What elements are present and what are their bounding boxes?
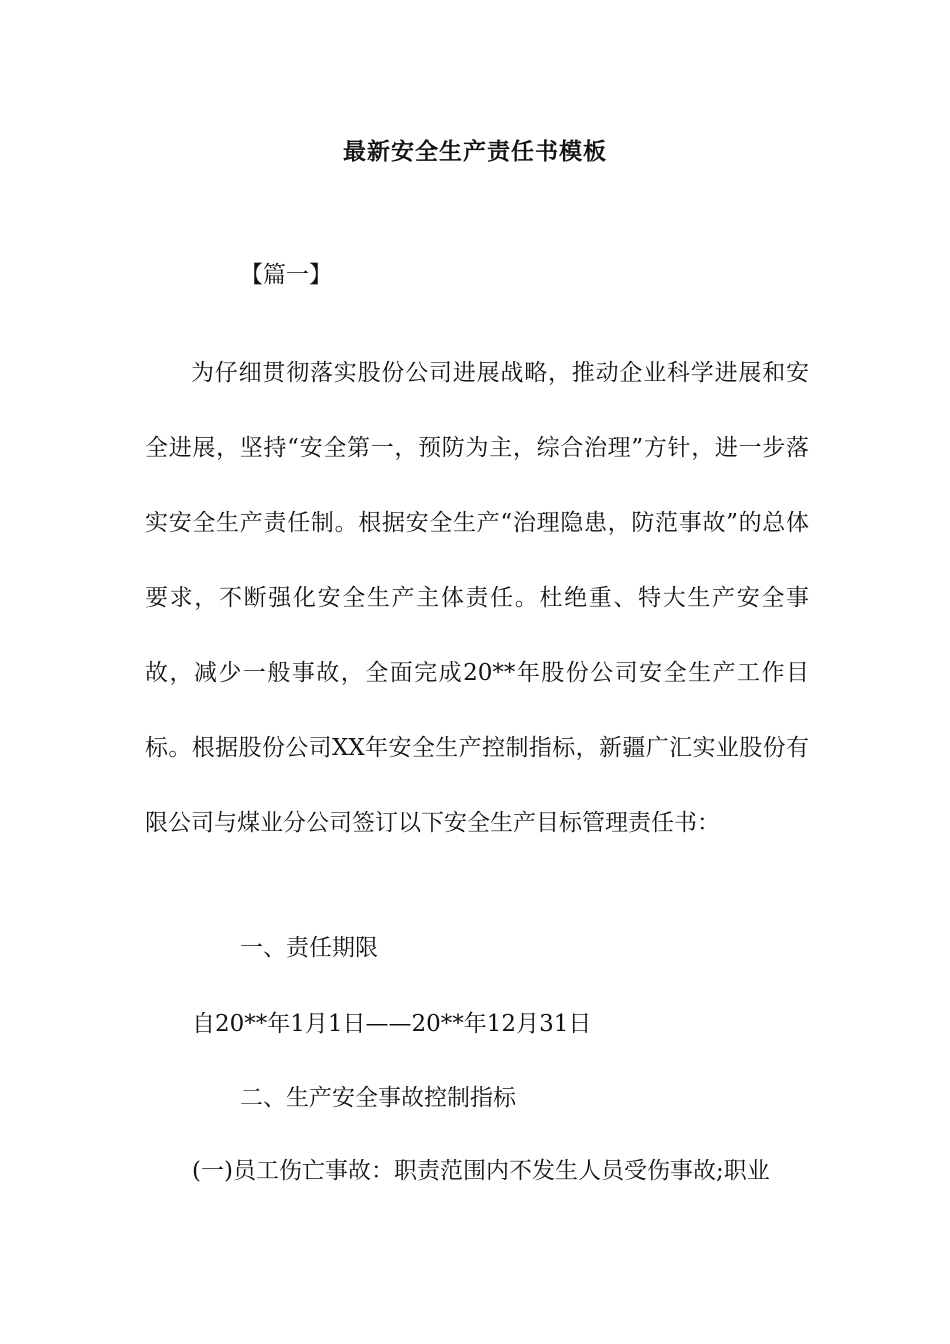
section-tag: 【篇一】	[240, 262, 332, 288]
item-employee-casualty: (一)员工伤亡事故：职责范围内不发生人员受伤事故;职业	[192, 1158, 770, 1184]
heading-accident-control-indicators: 二、生产安全事故控制指标	[240, 1085, 516, 1111]
document-title: 最新安全生产责任书模板	[343, 138, 607, 165]
heading-responsibility-period: 一、责任期限	[240, 935, 378, 961]
intro-paragraph: 为仔细贯彻落实股份公司进展战略，推动企业科学进展和安全进展，坚持“安全第一，预防为主，综合治理”方针，进一步落实安全生产责任制。根据安全生产“治理隐患，防范事故”的总体要求，不断强化安全生产主体责任。杜绝重、特大生产安全事故，减少一般事故，全面完成20**年股份公司安全生产工作目标。根据股份公司XX年安全生产控制指标，新疆广汇实业股份有限公司与煤业分公司签订以下安全生产目标管理责任书：	[145, 360, 809, 836]
period-text: 自20**年1月1日——20**年12月31日	[192, 1011, 592, 1037]
